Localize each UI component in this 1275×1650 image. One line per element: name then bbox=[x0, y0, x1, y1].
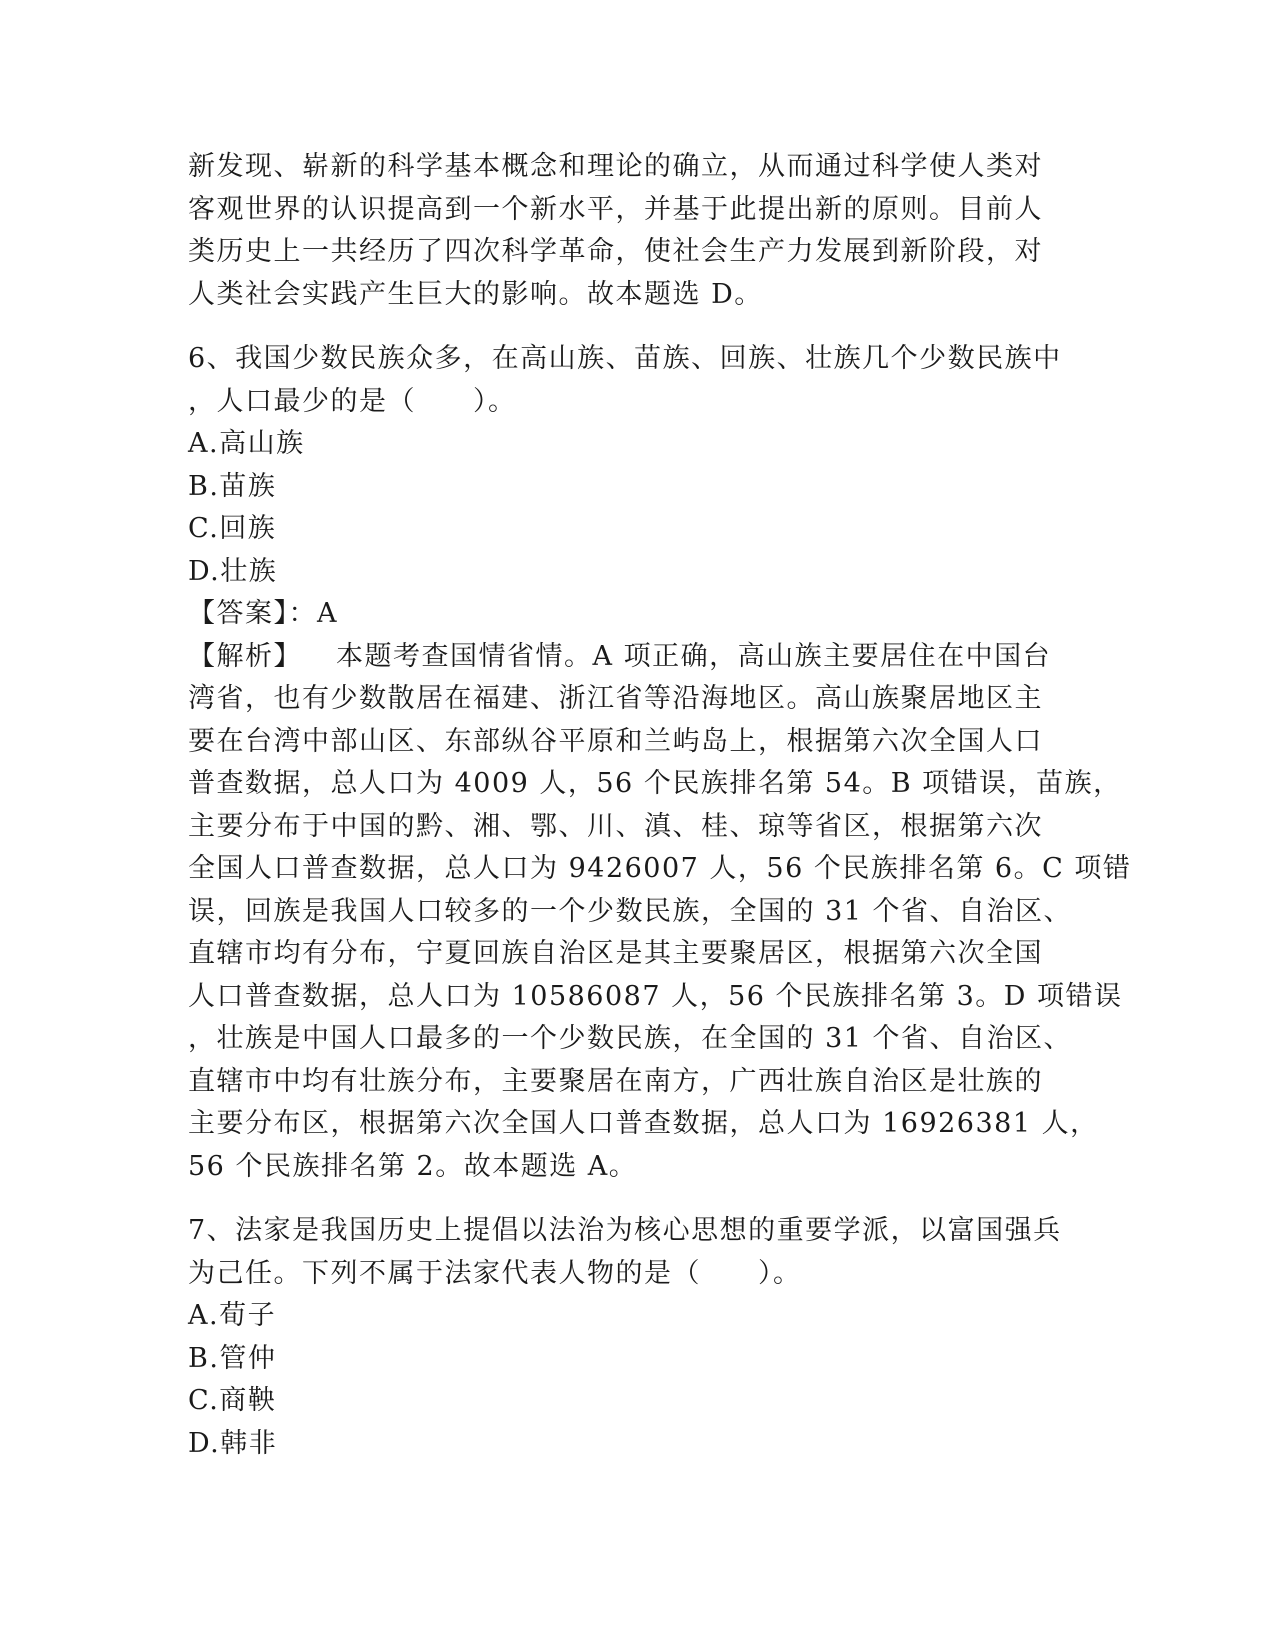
analysis-line: 湾省，也有少数散居在福建、浙江省等沿海地区。高山族聚居地区主 bbox=[188, 683, 1043, 714]
analysis-line: ，壮族是中国人口最多的一个少数民族，在全国的 31 个省、自治区、 bbox=[188, 1023, 1073, 1054]
option-b: B.苗族 bbox=[188, 470, 277, 502]
analysis-line: 普查数据，总人口为 4009 人，56 个民族排名第 54。B 项错误，苗族， bbox=[188, 768, 1122, 799]
analysis-line: 主要分布区，根据第六次全国人口普查数据，总人口为 16926381 人， bbox=[188, 1108, 1099, 1139]
analysis-line: 全国人口普查数据，总人口为 9426007 人，56 个民族排名第 6。C 项错 bbox=[188, 853, 1132, 884]
text-line: 类历史上一共经历了四次科学革命，使社会生产力发展到新阶段，对 bbox=[188, 236, 1043, 267]
text-line: 客观世界的认识提高到一个新水平，并基于此提出新的原则。目前人 bbox=[188, 193, 1043, 225]
option-d: D.壮族 bbox=[188, 555, 278, 587]
analysis-line: 56 个民族排名第 2。故本题选 A。 bbox=[188, 1150, 638, 1182]
option-b: B.管仲 bbox=[188, 1342, 277, 1374]
text-line: 人类社会实践产生巨大的影响。故本题选 D。 bbox=[188, 278, 763, 310]
analysis-line: 直辖市中均有壮族分布，主要聚居在南方，广西壮族自治区是壮族的 bbox=[188, 1065, 1043, 1097]
question-stem-line: ，人口最少的是（ ）。 bbox=[188, 385, 517, 417]
option-a: A.荀子 bbox=[188, 1300, 277, 1331]
previous-explanation bbox=[188, 146, 1088, 316]
option-a: A.高山族 bbox=[188, 428, 305, 459]
analysis-line: 要在台湾中部山区、东部纵谷平原和兰屿岛上，根据第六次全国人口 bbox=[188, 725, 1043, 757]
analysis-line: 主要分布于中国的黔、湘、鄂、川、滇、桂、琼等省区，根据第六次 bbox=[188, 810, 1043, 842]
analysis-first-line bbox=[188, 636, 1088, 679]
analysis-line: 直辖市均有分布，宁夏回族自治区是其主要聚居区，根据第六次全国 bbox=[188, 938, 1043, 969]
analysis-line: 人口普查数据，总人口为 10586087 人，56 个民族排名第 3。D 项错误 bbox=[188, 980, 1123, 1012]
document-page bbox=[188, 146, 1132, 1465]
option-c: C.商鞅 bbox=[188, 1385, 277, 1416]
question-stem-line: 6、我国少数民族众多，在高山族、苗族、回族、壮族几个少数民族中 bbox=[188, 343, 1062, 374]
question-6 bbox=[188, 338, 1132, 1188]
analysis-text: 本题考查国情省情。A 项正确，高山族主要居住在中国台 bbox=[336, 640, 1052, 672]
question-7 bbox=[188, 1210, 1088, 1465]
question-stem-line: 为己任。下列不属于法家代表人物的是（ ）。 bbox=[188, 1257, 802, 1289]
text-line: 新发现、崭新的科学基本概念和理论的确立，从而通过科学使人类对 bbox=[188, 151, 1043, 182]
analysis-label: 【解析】 bbox=[188, 640, 302, 672]
question-stem-line: 7、法家是我国历史上提倡以法治为核心思想的重要学派，以富国强兵 bbox=[188, 1215, 1062, 1246]
option-d: D.韩非 bbox=[188, 1427, 278, 1459]
analysis-line: 误，回族是我国人口较多的一个少数民族，全国的 31 个省、自治区、 bbox=[188, 895, 1073, 927]
answer-line: 【答案】：A bbox=[188, 598, 338, 629]
option-c: C.回族 bbox=[188, 513, 277, 544]
